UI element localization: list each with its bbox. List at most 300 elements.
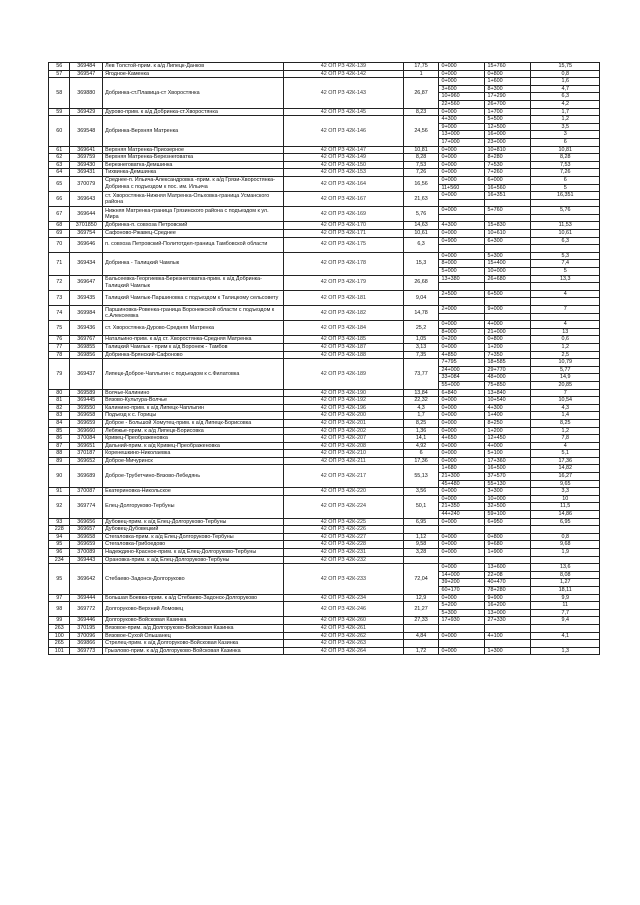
segment-length: 1,2 bbox=[531, 343, 600, 351]
table-row bbox=[49, 624, 600, 632]
road-name: Среднее-п. Ильича-Александровка -прим. к а/д Грязи-Хворостянка-Добринка с подъездом к пос. им. Ильича bbox=[103, 176, 284, 191]
road-length: 24,56 bbox=[403, 116, 439, 146]
segment-start: 0+000 bbox=[439, 594, 485, 602]
road-length: 3,13 bbox=[403, 343, 439, 351]
road-id: 369660 bbox=[70, 427, 103, 435]
segment-start: 5+200 bbox=[439, 602, 485, 610]
segment-start: 0+000 bbox=[439, 549, 485, 557]
table-row bbox=[49, 564, 600, 572]
segment-end: 16+351 bbox=[485, 192, 531, 200]
segment-start: 3+600 bbox=[439, 85, 485, 93]
table-row bbox=[49, 594, 600, 602]
segment-length: 0,8 bbox=[531, 533, 600, 541]
table-row bbox=[49, 457, 600, 465]
road-id: 369767 bbox=[70, 336, 103, 344]
segment-start: 4+300 bbox=[439, 116, 485, 124]
segment-length: 3,5 bbox=[531, 123, 600, 131]
road-name: Коренешкино-Николаевка bbox=[103, 450, 284, 458]
segment-end: 59+100 bbox=[485, 511, 531, 519]
segment-end: 27+330 bbox=[485, 617, 531, 625]
road-length: 10,81 bbox=[403, 146, 439, 154]
segment-length: 5,1 bbox=[531, 450, 600, 458]
segment-length: 13,6 bbox=[531, 564, 600, 572]
road-length: 1,36 bbox=[403, 427, 439, 435]
road-name: Стегаловка-Грибоедово bbox=[103, 541, 284, 549]
road-code: 42 ОП РЗ 42К-261 bbox=[284, 624, 404, 632]
segment-start: 8+000 bbox=[439, 260, 485, 268]
segment-length: 17,36 bbox=[531, 457, 600, 465]
segment-end: 16+560 bbox=[485, 184, 531, 192]
segment-start: 0+000 bbox=[439, 533, 485, 541]
segment-start bbox=[439, 245, 485, 253]
table-row bbox=[49, 336, 600, 344]
segment-length: 15,75 bbox=[531, 63, 600, 71]
road-id: 369646 bbox=[70, 237, 103, 252]
segment-end: 3+300 bbox=[485, 488, 531, 496]
road-code: 42 ОП РЗ 42К-220 bbox=[284, 488, 404, 496]
row-number: 74 bbox=[49, 306, 70, 321]
row-number: 87 bbox=[49, 442, 70, 450]
row-number: 92 bbox=[49, 495, 70, 518]
segment-length bbox=[531, 298, 600, 306]
road-length: 10,61 bbox=[403, 230, 439, 238]
road-name: Елец-Долгоруково-Тербуны bbox=[103, 495, 284, 518]
segment-length: 5,76 bbox=[531, 207, 600, 215]
segment-start: 22+560 bbox=[439, 100, 485, 108]
segment-start: 0+000 bbox=[439, 419, 485, 427]
road-length: 6 bbox=[403, 450, 439, 458]
segment-length bbox=[531, 526, 600, 534]
segment-start: 45+480 bbox=[439, 480, 485, 488]
table-row bbox=[49, 617, 600, 625]
row-number: 62 bbox=[49, 154, 70, 162]
segment-length bbox=[531, 214, 600, 222]
segment-end: 5+500 bbox=[485, 116, 531, 124]
segment-length: 13,3 bbox=[531, 275, 600, 283]
segment-end: 6+500 bbox=[485, 290, 531, 298]
segment-length: 7 bbox=[531, 389, 600, 397]
segment-start: 0+000 bbox=[439, 343, 485, 351]
road-name: Доброе-Трубетчино-Вязово-Лебедянь bbox=[103, 465, 284, 488]
road-code: 42 ОП РЗ 42К-143 bbox=[284, 78, 404, 108]
segment-end: 10+610 bbox=[485, 230, 531, 238]
road-id: 370089 bbox=[70, 549, 103, 557]
segment-start: 0+000 bbox=[439, 70, 485, 78]
road-name: Подъезд к с. Горицы bbox=[103, 412, 284, 420]
table-row bbox=[49, 488, 600, 496]
segment-length bbox=[531, 624, 600, 632]
road-name: ст. Хворостянка-Дурово-Средняя Матренка bbox=[103, 321, 284, 336]
road-id: 369550 bbox=[70, 404, 103, 412]
row-number: 75 bbox=[49, 321, 70, 336]
segment-start: 0+900 bbox=[439, 237, 485, 245]
table-row bbox=[49, 63, 600, 71]
segment-end: 0+800 bbox=[485, 336, 531, 344]
road-name: ст. Хворостянка-Нижняя Матренка-Ольховка-граница Усманского района bbox=[103, 192, 284, 207]
segment-end: 8+300 bbox=[485, 85, 531, 93]
road-code: 42 ОП РЗ 42К-224 bbox=[284, 495, 404, 518]
road-length: 8,23 bbox=[403, 108, 439, 116]
road-code: 42 ОП РЗ 42К-149 bbox=[284, 154, 404, 162]
segment-length: 4,3 bbox=[531, 404, 600, 412]
road-code: 42 ОП РЗ 42К-233 bbox=[284, 564, 404, 594]
segment-length: 6,3 bbox=[531, 237, 600, 245]
road-name: Екатериновка-Никольское bbox=[103, 488, 284, 496]
segment-start: 0+000 bbox=[439, 397, 485, 405]
segment-start: 0+000 bbox=[439, 427, 485, 435]
segment-end: 1+700 bbox=[485, 108, 531, 116]
segment-start: 0+000 bbox=[439, 488, 485, 496]
road-id: 369548 bbox=[70, 116, 103, 146]
segment-end: 21+000 bbox=[485, 328, 531, 336]
segment-end: 4+100 bbox=[485, 632, 531, 640]
road-id: 369866 bbox=[70, 640, 103, 648]
segment-length bbox=[531, 556, 600, 564]
road-length: 17,75 bbox=[403, 63, 439, 71]
segment-end: 9+900 bbox=[485, 594, 531, 602]
row-number: 99 bbox=[49, 617, 70, 625]
row-number: 88 bbox=[49, 450, 70, 458]
segment-end: 10+810 bbox=[485, 146, 531, 154]
segment-length bbox=[531, 245, 600, 253]
segment-length: 7,4 bbox=[531, 260, 600, 268]
row-number: 72 bbox=[49, 275, 70, 290]
row-number: 81 bbox=[49, 397, 70, 405]
road-name: Надеждино-Красное-прим. к а/д Елец-Долгоруково-Тербуны bbox=[103, 549, 284, 557]
table-row bbox=[49, 351, 600, 359]
segment-start: 0+000 bbox=[439, 161, 485, 169]
segment-end: 55+130 bbox=[485, 480, 531, 488]
table-row bbox=[49, 290, 600, 298]
row-number: 265 bbox=[49, 640, 70, 648]
segment-start: 9+000 bbox=[439, 123, 485, 131]
road-length: 12,9 bbox=[403, 594, 439, 602]
segment-length bbox=[531, 283, 600, 291]
road-code: 42 ОП РЗ 42К-226 bbox=[284, 526, 404, 534]
road-length: 1,72 bbox=[403, 647, 439, 655]
segment-end: 8+280 bbox=[485, 154, 531, 162]
row-number: 58 bbox=[49, 78, 70, 108]
segment-end: 13+840 bbox=[485, 389, 531, 397]
road-name: Верхняя Матренка-Приозерное bbox=[103, 146, 284, 154]
segment-start: 14+000 bbox=[439, 571, 485, 579]
segment-end: 12+450 bbox=[485, 435, 531, 443]
road-id: 370079 bbox=[70, 176, 103, 191]
road-name: Добринка-Брянский-Сафоново bbox=[103, 351, 284, 359]
row-number: 69 bbox=[49, 230, 70, 238]
road-id: 369754 bbox=[70, 230, 103, 238]
row-number: 86 bbox=[49, 435, 70, 443]
road-length: 25,2 bbox=[403, 321, 439, 336]
segment-end: 12+500 bbox=[485, 123, 531, 131]
segment-end: 5+100 bbox=[485, 450, 531, 458]
row-number: 67 bbox=[49, 207, 70, 222]
road-length: 14,1 bbox=[403, 435, 439, 443]
table-row bbox=[49, 78, 600, 86]
segment-end: 22+08 bbox=[485, 571, 531, 579]
segment-start: 0+000 bbox=[439, 192, 485, 200]
road-code: 42 ОП РЗ 42К-184 bbox=[284, 321, 404, 336]
road-code: 42 ОП РЗ 42К-207 bbox=[284, 435, 404, 443]
road-length: 7,53 bbox=[403, 161, 439, 169]
segment-length: 14,82 bbox=[531, 465, 600, 473]
table-row bbox=[49, 404, 600, 412]
segment-length: 1,4 bbox=[531, 412, 600, 420]
row-number: 61 bbox=[49, 146, 70, 154]
segment-start: 13+000 bbox=[439, 131, 485, 139]
segment-end: 1+600 bbox=[485, 78, 531, 86]
segment-start bbox=[439, 624, 485, 632]
road-length: 73,77 bbox=[403, 359, 439, 389]
segment-length: 7,8 bbox=[531, 435, 600, 443]
row-number: 63 bbox=[49, 161, 70, 169]
segment-length: 1,6 bbox=[531, 78, 600, 86]
segment-start: 17+000 bbox=[439, 138, 485, 146]
segment-start bbox=[439, 526, 485, 534]
road-code: 42 ОП РЗ 42К-145 bbox=[284, 108, 404, 116]
road-code: 42 ОП РЗ 42К-262 bbox=[284, 632, 404, 640]
road-code: 42 ОП РЗ 42К-190 bbox=[284, 389, 404, 397]
segment-start: 0+000 bbox=[439, 632, 485, 640]
segment-start: 5+300 bbox=[439, 609, 485, 617]
segment-end: 10+000 bbox=[485, 268, 531, 276]
segment-length: 5 bbox=[531, 184, 600, 192]
segment-length: 1,2 bbox=[531, 116, 600, 124]
segment-start: 0+000 bbox=[439, 404, 485, 412]
segment-start: 6+840 bbox=[439, 389, 485, 397]
segment-start bbox=[439, 556, 485, 564]
segment-start: 0+200 bbox=[439, 336, 485, 344]
segment-end: 15+760 bbox=[485, 63, 531, 71]
segment-length: 5 bbox=[531, 268, 600, 276]
segment-start: 39+200 bbox=[439, 579, 485, 587]
road-name: Калинино-прим. к а/д Липецк-Чаплыгин bbox=[103, 404, 284, 412]
row-number: 228 bbox=[49, 526, 70, 534]
segment-length: 8,28 bbox=[531, 154, 600, 162]
road-code: 42 ОП РЗ 42К-182 bbox=[284, 306, 404, 321]
segment-start: 0+000 bbox=[439, 230, 485, 238]
road-id: 370195 bbox=[70, 624, 103, 632]
road-name: Доброе - Большой Хомутец-прим. к а/д Липецк-Борисовка bbox=[103, 419, 284, 427]
segment-start: 13+380 bbox=[439, 275, 485, 283]
segment-end: 26+680 bbox=[485, 275, 531, 283]
segment-start: 21+300 bbox=[439, 473, 485, 481]
road-code: 42 ОП РЗ 42К-150 bbox=[284, 161, 404, 169]
road-length: 26,87 bbox=[403, 78, 439, 108]
segment-start bbox=[439, 283, 485, 291]
segment-start: 0+000 bbox=[439, 78, 485, 86]
segment-start: 0+000 bbox=[439, 108, 485, 116]
road-code: 42 ОП РЗ 42К-201 bbox=[284, 419, 404, 427]
road-name: Нижняя Матренка-граница Грязинского района с подъездом к ул. Мира bbox=[103, 207, 284, 222]
segment-end: 10+540 bbox=[485, 397, 531, 405]
segment-end: 23+000 bbox=[485, 138, 531, 146]
road-length: 15,3 bbox=[403, 252, 439, 275]
road-code: 42 ОП РЗ 42К-234 bbox=[284, 594, 404, 602]
road-name: Ягодное-Каменка bbox=[103, 70, 284, 78]
table-row bbox=[49, 549, 600, 557]
road-name: Липецк-Доброе-Чаплыгин с подъездом к с.Филатовка bbox=[103, 359, 284, 389]
segment-end: 6+000 bbox=[485, 176, 531, 184]
road-length: 55,13 bbox=[403, 465, 439, 488]
road-id: 369435 bbox=[70, 290, 103, 305]
road-name: Лебяжье-прим. к а/д Липецк-Борисовка bbox=[103, 427, 284, 435]
row-number: 73 bbox=[49, 290, 70, 305]
road-name: Орановка-прим. к а/д Елец-Долгоруково-Тербуны bbox=[103, 556, 284, 564]
road-code: 42 ОП РЗ 42К-232 bbox=[284, 556, 404, 564]
row-number: 80 bbox=[49, 389, 70, 397]
segment-length: 9,65 bbox=[531, 480, 600, 488]
segment-end: 32+500 bbox=[485, 503, 531, 511]
segment-start: 4+300 bbox=[439, 222, 485, 230]
segment-length: 6 bbox=[531, 138, 600, 146]
road-id: 369659 bbox=[70, 419, 103, 427]
road-id: 369657 bbox=[70, 526, 103, 534]
road-id: 369436 bbox=[70, 321, 103, 336]
road-length: 50,1 bbox=[403, 495, 439, 518]
table-row bbox=[49, 533, 600, 541]
segment-end: 78+280 bbox=[485, 586, 531, 594]
row-number: 95 bbox=[49, 541, 70, 549]
table-row bbox=[49, 252, 600, 260]
road-id: 369547 bbox=[70, 70, 103, 78]
segment-start: 0+000 bbox=[439, 442, 485, 450]
segment-end: 1+300 bbox=[485, 647, 531, 655]
segment-length: 1,7 bbox=[531, 108, 600, 116]
segment-start: 11+560 bbox=[439, 184, 485, 192]
road-name: Лев Толстой-прим. к а/д Липецк-Данков bbox=[103, 63, 284, 71]
row-number: 66 bbox=[49, 192, 70, 207]
segment-end: 6+300 bbox=[485, 237, 531, 245]
road-code: 42 ОП РЗ 42К-208 bbox=[284, 442, 404, 450]
road-name: Вязовое-Сухой Ольшанец bbox=[103, 632, 284, 640]
table-row bbox=[49, 306, 600, 314]
segment-end: 75+850 bbox=[485, 381, 531, 389]
road-name: Сафоново-Ржавец-Среднее bbox=[103, 230, 284, 238]
segment-length: 7,26 bbox=[531, 169, 600, 177]
segment-length bbox=[531, 199, 600, 207]
segment-length: 11 bbox=[531, 602, 600, 610]
table-row bbox=[49, 442, 600, 450]
segment-end bbox=[485, 526, 531, 534]
segment-length: 10,79 bbox=[531, 359, 600, 367]
road-length: 9,04 bbox=[403, 290, 439, 305]
road-length: 27,33 bbox=[403, 617, 439, 625]
row-number: 70 bbox=[49, 237, 70, 252]
road-name: Дальний-прим. к а/д Кривец-Преображеновка bbox=[103, 442, 284, 450]
road-length: 17,36 bbox=[403, 457, 439, 465]
segment-end: 6+950 bbox=[485, 518, 531, 526]
table-row bbox=[49, 70, 600, 78]
segment-start bbox=[439, 199, 485, 207]
segment-length bbox=[531, 640, 600, 648]
road-name: Паршиновка-Ровенка-граница Воронежской области с подъездом к с.Алексеевка bbox=[103, 306, 284, 321]
row-number: 56 bbox=[49, 63, 70, 71]
road-length: 1 bbox=[403, 70, 439, 78]
segment-length: 8,25 bbox=[531, 419, 600, 427]
table-row bbox=[49, 343, 600, 351]
segment-end: 7+350 bbox=[485, 351, 531, 359]
road-code: 42 ОП РЗ 42К-164 bbox=[284, 176, 404, 191]
segment-length: 2,5 bbox=[531, 351, 600, 359]
road-id: 369855 bbox=[70, 343, 103, 351]
segment-end: 13+000 bbox=[485, 609, 531, 617]
road-id: 369984 bbox=[70, 306, 103, 321]
road-id: 369444 bbox=[70, 594, 103, 602]
road-name: Дурово-прим. к а/д Добринка-ст.Хворостянка bbox=[103, 108, 284, 116]
row-number: 85 bbox=[49, 427, 70, 435]
road-id: 369642 bbox=[70, 564, 103, 594]
segment-end: 1+200 bbox=[485, 427, 531, 435]
road-id: 369641 bbox=[70, 146, 103, 154]
road-id: 370187 bbox=[70, 450, 103, 458]
segment-start: 0+000 bbox=[439, 154, 485, 162]
segment-end bbox=[485, 556, 531, 564]
segment-length: 10,54 bbox=[531, 397, 600, 405]
road-length: 5,76 bbox=[403, 207, 439, 222]
segment-length: 9,9 bbox=[531, 594, 600, 602]
road-code: 42 ОП РЗ 42К-142 bbox=[284, 70, 404, 78]
road-id: 369429 bbox=[70, 108, 103, 116]
segment-start: 0+000 bbox=[439, 207, 485, 215]
road-id: 369437 bbox=[70, 359, 103, 389]
segment-end: 13+600 bbox=[485, 564, 531, 572]
road-length: 4,92 bbox=[403, 442, 439, 450]
segment-start: 0+000 bbox=[439, 321, 485, 329]
table-row bbox=[49, 632, 600, 640]
table-row bbox=[49, 419, 600, 427]
road-name: Долгоруково-Войсковая Казинка bbox=[103, 617, 284, 625]
segment-length: 4,1 bbox=[531, 632, 600, 640]
segment-start: 4+650 bbox=[439, 435, 485, 443]
segment-end: 0+800 bbox=[485, 70, 531, 78]
segment-end: 1+900 bbox=[485, 549, 531, 557]
road-name: Кривец-Преображеновка bbox=[103, 435, 284, 443]
segment-end: 16+000 bbox=[485, 131, 531, 139]
row-number: 100 bbox=[49, 632, 70, 640]
road-code: 42 ОП РЗ 42К-260 bbox=[284, 617, 404, 625]
row-number: 64 bbox=[49, 169, 70, 177]
row-number: 93 bbox=[49, 518, 70, 526]
segment-length: 1,3 bbox=[531, 647, 600, 655]
table-row bbox=[49, 108, 600, 116]
segment-length: 7,7 bbox=[531, 609, 600, 617]
table-row bbox=[49, 602, 600, 610]
segment-end: 0+800 bbox=[485, 533, 531, 541]
table-row bbox=[49, 230, 600, 238]
road-code: 42 ОП РЗ 42К-146 bbox=[284, 116, 404, 146]
road-id: 369446 bbox=[70, 617, 103, 625]
table-row bbox=[49, 207, 600, 215]
table-row bbox=[49, 154, 600, 162]
table-row bbox=[49, 427, 600, 435]
road-id: 369656 bbox=[70, 518, 103, 526]
row-number: 84 bbox=[49, 419, 70, 427]
road-name: п. совхоза Петровский-Политотдел-граница Тамбовской области bbox=[103, 237, 284, 252]
segment-end: 18+585 bbox=[485, 359, 531, 367]
row-number: 78 bbox=[49, 351, 70, 359]
road-code: 42 ОП РЗ 42К-264 bbox=[284, 647, 404, 655]
table-row bbox=[49, 412, 600, 420]
segment-end: 10+000 bbox=[485, 495, 531, 503]
segment-end: 15+830 bbox=[485, 222, 531, 230]
road-id: 369659 bbox=[70, 541, 103, 549]
road-name: Грызлово-прим. к а/д Долгоруково-Войсковая Казинка bbox=[103, 647, 284, 655]
segment-length: 3,3 bbox=[531, 488, 600, 496]
segment-end: 4+000 bbox=[485, 321, 531, 329]
table-row bbox=[49, 450, 600, 458]
segment-start: 2+500 bbox=[439, 290, 485, 298]
